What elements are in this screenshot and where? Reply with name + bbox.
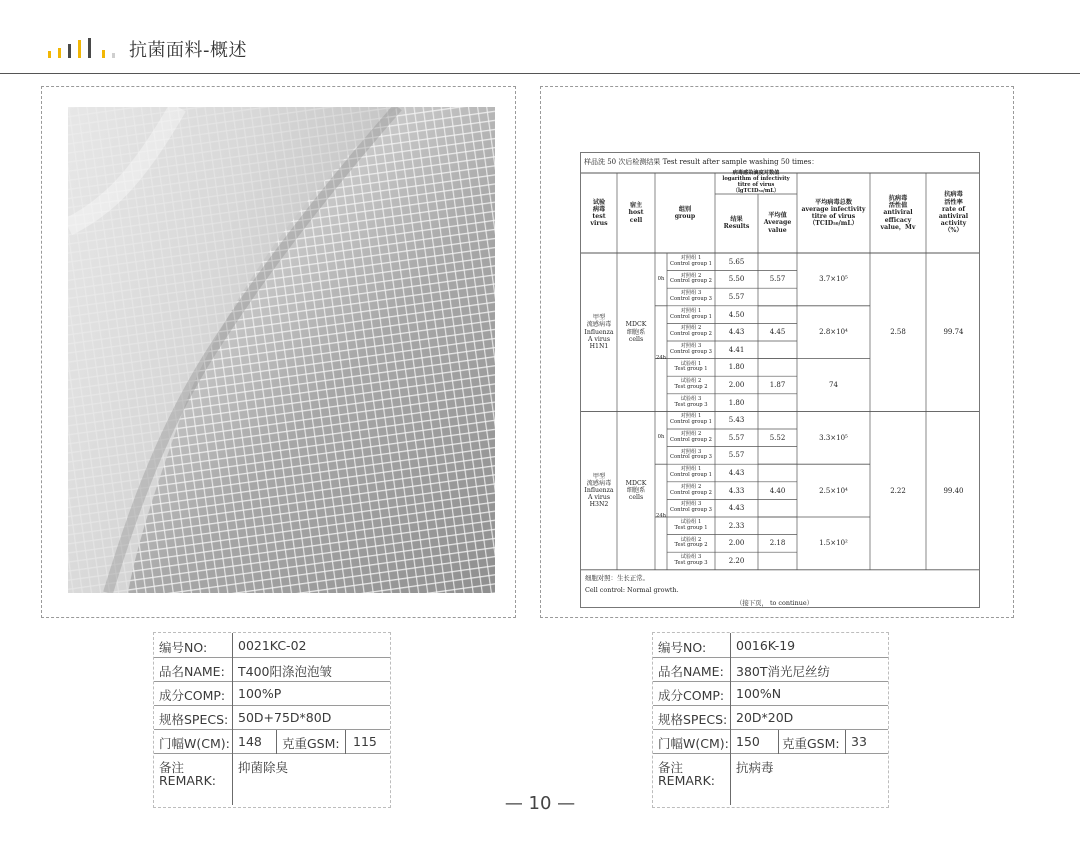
spec-label-name: 品名NAME: bbox=[658, 664, 724, 679]
spec-label-width: 门幅W(CM): bbox=[159, 736, 230, 751]
titre-value: 74 bbox=[829, 381, 838, 389]
spec-row-comp bbox=[653, 682, 888, 706]
header-group: 组别 group bbox=[674, 205, 696, 220]
header-virus: 试验 病毒 test virus bbox=[590, 198, 608, 228]
logo-bars-icon bbox=[48, 38, 120, 58]
spec-label-width: 门幅W(CM): bbox=[658, 736, 729, 751]
group-label: 对照组 3 Control group 3 bbox=[670, 343, 712, 355]
result-value: 5.65 bbox=[728, 257, 745, 266]
time-label: 0h bbox=[657, 433, 665, 440]
spec-value-no: 0021KC-02 bbox=[238, 638, 307, 653]
spec-label-name: 品名NAME: bbox=[159, 664, 225, 679]
spec-row-name bbox=[154, 658, 390, 682]
test-report-table bbox=[580, 152, 980, 608]
average-value: 2.18 bbox=[769, 539, 786, 548]
report-continue: （接下页， to continue） bbox=[736, 599, 813, 607]
spec-label-remark-cn: 备注 bbox=[159, 760, 185, 775]
spec-value-specs: 50D+75D*80D bbox=[238, 710, 332, 725]
group-label: 对照组 3 Control group 3 bbox=[670, 501, 712, 514]
group-label: 试验组 3 Test group 3 bbox=[674, 395, 708, 408]
header-average: 平均值 Average value bbox=[763, 212, 792, 234]
report-footer-en: Cell control: Normal growth. bbox=[585, 586, 679, 594]
result-value: 2.00 bbox=[728, 381, 745, 389]
header-results: 结果 Results bbox=[723, 215, 750, 230]
virus-name: 甲型 流感病毒 Influenza A virus H3N2 bbox=[584, 472, 614, 509]
spec-label-gsm: 克重GSM: bbox=[282, 736, 340, 751]
result-value: 1.80 bbox=[728, 398, 745, 407]
logo-bar bbox=[88, 38, 91, 58]
fabric-photo bbox=[68, 107, 495, 593]
spec-label-comp: 成分COMP: bbox=[159, 688, 226, 703]
group-label: 对照组 2 Control group 2 bbox=[670, 483, 712, 496]
efficacy-value: 2.58 bbox=[890, 328, 906, 337]
result-value: 5.57 bbox=[728, 451, 745, 460]
group-label: 对照组 2 Control group 2 bbox=[670, 325, 712, 338]
titre-value: 3.7×10⁵ bbox=[819, 275, 848, 284]
spec-label-no: 编号NO: bbox=[658, 640, 707, 655]
group-label: 试验组 1 Test group 1 bbox=[674, 519, 708, 531]
result-value: 5.50 bbox=[728, 275, 745, 284]
result-value: 4.43 bbox=[728, 504, 745, 513]
result-value: 2.33 bbox=[728, 521, 745, 530]
spec-label-remark-cn: 备注 bbox=[658, 760, 684, 775]
time-label: 24h bbox=[656, 354, 666, 361]
spec-label-no: 编号NO: bbox=[159, 640, 208, 655]
spec-row-comp bbox=[154, 682, 390, 706]
spec-row-width bbox=[653, 730, 888, 754]
spec-row-specs bbox=[154, 706, 390, 730]
group-label: 对照组 1 Control group 1 bbox=[670, 466, 712, 478]
average-value: 4.40 bbox=[769, 486, 786, 495]
spec-row-specs bbox=[653, 706, 888, 730]
time-label: 0h bbox=[657, 275, 665, 282]
spec-value-width: 150 bbox=[736, 734, 760, 749]
result-value: 2.20 bbox=[728, 557, 745, 565]
spec-cell-divider bbox=[276, 730, 277, 754]
spec-row-no bbox=[154, 633, 390, 658]
spec-row-name bbox=[653, 658, 888, 682]
group-label: 对照组 3 Control group 3 bbox=[670, 290, 712, 302]
logo-bar bbox=[48, 51, 51, 58]
spec-row-width bbox=[154, 730, 390, 754]
result-value: 4.43 bbox=[728, 328, 745, 337]
logo-bar bbox=[58, 48, 61, 58]
virus-name: 甲型 流感病毒 Influenza A virus H1N1 bbox=[584, 314, 614, 350]
rate-value: 99.40 bbox=[943, 486, 964, 495]
spec-label-gsm: 克重GSM: bbox=[782, 736, 840, 751]
header-avg-titre: 平均病毒总数 average infectivity titre of virus （TCID₅₀/mL） bbox=[801, 198, 866, 228]
logo-bar bbox=[112, 53, 115, 58]
result-value: 2.00 bbox=[728, 539, 745, 548]
spec-value-remark: 抑菌除臭 bbox=[238, 760, 289, 775]
spec-value-remark: 抗病毒 bbox=[736, 760, 774, 775]
result-value: 1.80 bbox=[728, 363, 745, 372]
spec-label-comp: 成分COMP: bbox=[658, 688, 725, 703]
spec-row-no bbox=[653, 633, 888, 658]
spec-value-name: 380T消光尼丝纺 bbox=[736, 664, 830, 679]
result-value: 4.41 bbox=[728, 345, 745, 354]
header-host: 宿主 host cell bbox=[628, 202, 644, 224]
rate-value: 99.74 bbox=[943, 328, 964, 337]
result-value: 4.43 bbox=[728, 469, 745, 477]
spec-value-comp: 100%P bbox=[238, 686, 282, 701]
spec-value-specs: 20D*20D bbox=[736, 710, 794, 725]
titre-value: 2.5×10⁴ bbox=[819, 486, 848, 495]
host-cell: MDCK 细胞系 cells bbox=[625, 321, 647, 343]
header-divider bbox=[0, 73, 1080, 74]
report-footer-cn: 细胞对照：生长正常。 bbox=[585, 574, 649, 582]
host-cell: MDCK 细胞系 cells bbox=[625, 479, 647, 502]
group-label: 试验组 2 Test group 2 bbox=[674, 536, 708, 549]
group-label: 试验组 1 Test group 1 bbox=[674, 360, 708, 373]
page-title: 抗菌面料-概述 bbox=[129, 40, 247, 61]
spec-column-divider bbox=[730, 633, 731, 805]
group-label: 试验组 2 Test group 2 bbox=[674, 378, 708, 390]
spec-cell-divider bbox=[778, 730, 779, 754]
spec-cell-divider bbox=[845, 730, 846, 754]
group-label: 对照组 2 Control group 2 bbox=[670, 431, 712, 443]
group-label: 对照组 1 Control group 1 bbox=[670, 413, 712, 426]
result-value: 5.57 bbox=[728, 433, 745, 442]
group-label: 试验组 3 Test group 3 bbox=[674, 554, 708, 566]
spec-label-specs: 规格SPECS: bbox=[658, 712, 728, 727]
fabric-texture bbox=[68, 107, 495, 593]
group-label: 对照组 3 Control group 3 bbox=[670, 448, 712, 461]
group-label: 对照组 2 Control group 2 bbox=[670, 272, 712, 285]
spec-cell-divider bbox=[345, 730, 346, 754]
spec-table-right bbox=[652, 632, 889, 808]
header-rate: 抗病毒 活性率 rate of antiviral activity （%） bbox=[938, 191, 969, 235]
logo-bar bbox=[68, 44, 71, 58]
titre-value: 1.5×10² bbox=[819, 539, 848, 548]
spec-value-no: 0016K-19 bbox=[736, 638, 796, 653]
spec-label-specs: 规格SPECS: bbox=[159, 712, 229, 727]
header-efficacy: 抗病毒 活性值 antiviral efficacy value，Mv bbox=[880, 195, 916, 231]
spec-label-remark-en: REMARK: bbox=[159, 773, 217, 788]
page-number: — 10 — bbox=[504, 793, 576, 814]
average-value: 4.45 bbox=[769, 328, 786, 337]
titre-value: 2.8×10⁴ bbox=[819, 328, 848, 337]
time-label: 24h bbox=[656, 513, 666, 520]
spec-column-divider bbox=[232, 633, 233, 805]
average-value: 5.52 bbox=[769, 433, 786, 442]
group-label: 对照组 1 Control group 1 bbox=[670, 255, 712, 267]
header-log: 病毒感染滴度对数值 logarithm of infectivity titre of virus （lgTCID₅₀/mL） bbox=[722, 170, 790, 194]
result-value: 5.57 bbox=[728, 293, 745, 301]
efficacy-value: 2.22 bbox=[890, 486, 906, 495]
logo-bar bbox=[78, 40, 81, 58]
spec-value-gsm: 115 bbox=[353, 734, 377, 749]
result-value: 4.50 bbox=[728, 310, 745, 319]
result-value: 5.43 bbox=[728, 416, 745, 425]
average-value: 1.87 bbox=[769, 381, 786, 389]
report-caption: 样品洗 50 次后检测结果 Test result after sample washing 50 times： bbox=[584, 158, 819, 166]
spec-value-gsm: 33 bbox=[851, 734, 867, 749]
group-label: 对照组 1 Control group 1 bbox=[670, 307, 712, 320]
result-value: 4.33 bbox=[728, 486, 745, 495]
logo-bar bbox=[102, 50, 105, 58]
spec-value-name: T400阳涤泡泡皱 bbox=[238, 664, 332, 679]
average-value: 5.57 bbox=[769, 275, 786, 284]
titre-value: 3.3×10⁵ bbox=[819, 433, 848, 442]
spec-value-width: 148 bbox=[238, 734, 262, 749]
spec-label-remark-en: REMARK: bbox=[658, 773, 716, 788]
spec-table-left bbox=[153, 632, 391, 808]
spec-value-comp: 100%N bbox=[736, 686, 782, 701]
